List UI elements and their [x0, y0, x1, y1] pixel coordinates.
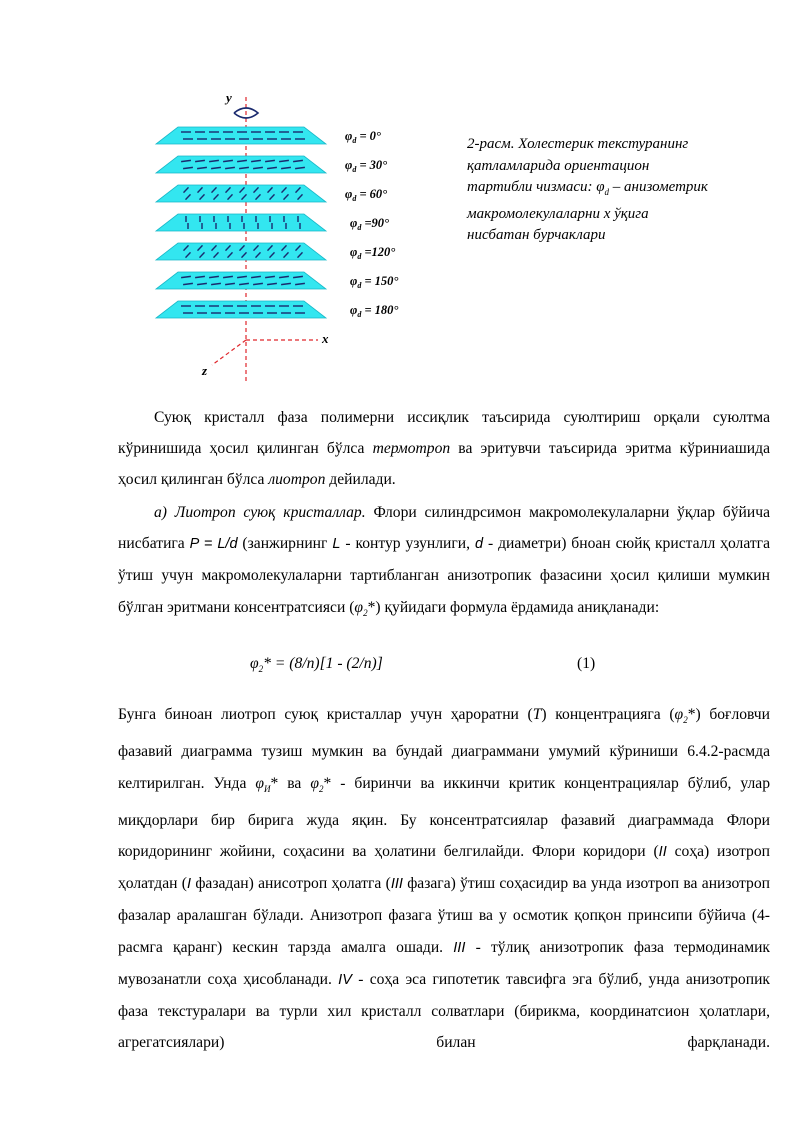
term-thermotropic: термотроп — [372, 440, 451, 458]
phi-symbol: φ — [354, 598, 364, 616]
phi-subscript: d — [352, 194, 357, 203]
phi-symbol: φ — [674, 706, 684, 723]
region-II: II — [658, 844, 667, 861]
region-IV: IV — [338, 971, 352, 988]
angle-value: =90° — [361, 216, 390, 230]
phi-subscript: d — [604, 187, 610, 197]
text-run: - диаметри) бноан сюйқ кристалл ҳолатга ўтиш учун макромолекулаларни тартибланган анизотропик фазасини ҳосил қилиши мумкин бўлган эритмани консентратсияси ( — [118, 535, 770, 616]
layer-plane — [156, 301, 326, 318]
angle-label — [345, 187, 387, 203]
caption-line-3 — [467, 177, 757, 204]
angle-value: =120° — [361, 245, 396, 259]
layers-group — [156, 127, 326, 318]
angle-value: = 0° — [356, 129, 381, 143]
angle-value: = 150° — [361, 274, 399, 288]
angle-label — [350, 274, 398, 290]
region-III: III — [390, 876, 403, 893]
text-run: соҳа) изотроп ҳолатдан ( — [118, 843, 770, 893]
phi-symbol: φ — [350, 303, 358, 317]
z-axis — [212, 340, 246, 365]
ratio-formula: P = L/d — [189, 536, 238, 553]
angle-label — [350, 245, 395, 261]
phi-symbol: φ — [350, 245, 358, 259]
paragraph-3 — [118, 699, 770, 1058]
phi-symbol: φ — [350, 216, 358, 230]
term-lyotropic: лиотроп — [268, 471, 326, 489]
paragraph-1 — [118, 402, 770, 496]
phi-subscript: 2 — [363, 607, 368, 618]
phi-symbol: φ — [255, 774, 264, 792]
x-axis-label: x — [322, 331, 329, 346]
text-run: дейилади. — [325, 471, 396, 489]
text-run: - контур узунлиги, — [340, 535, 475, 553]
phi-subscript: d — [352, 165, 357, 174]
angle-value: = 30° — [356, 158, 388, 172]
phi-subscript: d — [357, 252, 362, 261]
angle-label — [350, 216, 389, 232]
angle-labels-group — [345, 129, 398, 319]
phi-symbol: φ — [345, 187, 353, 201]
section-lead: а) Лиотроп суюқ кристаллар. — [154, 504, 366, 521]
layer-plane — [156, 156, 326, 173]
phi-symbol: φ — [350, 274, 358, 288]
phi-subscript: d — [357, 223, 362, 232]
caption-line-1: 2-расм. Холестерик текстуранинг — [467, 136, 689, 152]
formula-expression — [250, 655, 383, 675]
z-axis-label: z — [202, 363, 208, 378]
phi-symbol: φ — [596, 179, 605, 195]
phi-subscript: 2 — [318, 783, 324, 794]
caption-text: – анизометрик — [609, 179, 708, 195]
text-run: - соҳа эса гипотетик тавсифга эга бўлиб, унда анизотропик фаза текстуралари ва турли хил кристалл солватлари (бирикма, координатсион ҳолатлари, агрегатсиялари) билан фарқланади. — [118, 970, 770, 1052]
text-run: Бунга биноан лиотроп суюқ кристаллар учун ҳароратни ( — [118, 706, 533, 723]
angle-label — [345, 158, 387, 174]
text-run: * - биринчи ва иккинчи критик концентрациялар бўлиб, улар миқдорлари бир бирига жуда яқин. Бу консентратсиялар фазавий диаграммада Флори коридорининг жойини, соҳасини ва ҳолатини белгилайди. Флори коридори ( — [118, 774, 771, 861]
region-I: I — [187, 876, 192, 893]
caption-line-2: қатламларида ориентацион — [467, 157, 650, 174]
phi-symbol: φ — [345, 158, 353, 172]
text-run: - тўлиқ анизотропик фаза термодинамик мувозанатли соҳа ҳисобланади. — [118, 938, 770, 988]
text-run: ва эритувчи таъсирида эритма кўриниашида ҳосил қилинган бўлса — [118, 440, 771, 489]
layer-plane — [156, 272, 326, 289]
phi-symbol: φ — [345, 129, 353, 143]
formula-1 — [250, 655, 770, 674]
text-run: * ва — [270, 774, 311, 792]
text-run: Суюқ кристалл фаза полимерни иссиқлик таъсирида суюлтириш орқали суюлтма кўринишида ҳосил қилинган бўлса — [118, 409, 770, 458]
angle-value: = 180° — [361, 303, 399, 317]
phi-subscript: d — [357, 310, 362, 319]
angle-label — [350, 303, 398, 319]
caption-line-4: макромолекулаларни х ўқига — [467, 205, 649, 222]
angle-value: = 60° — [356, 187, 388, 201]
phi-subscript: И — [264, 783, 271, 794]
text-run: (занжирнинг — [237, 535, 333, 553]
formula-text: * = (8/n)[1 - (2/n)] — [263, 655, 383, 672]
layer-plane — [156, 127, 326, 144]
text-run: Флори силиндрсимон макромолекулаларни ўқлар бўйича нисбатига — [118, 504, 770, 553]
symbol-T: T — [532, 706, 542, 723]
figure-caption — [467, 134, 757, 247]
phi-subscript: d — [357, 281, 362, 290]
text-run: фазадан) анисотроп ҳолатга ( — [191, 875, 391, 893]
text-run: фазага) ўтиш соҳасидир ва унда изотроп ва анизотроп фазалар аралашган бўлади. Анизотроп фазага ўтиш ва у осмотик қопқон принсипи бўйича (4-расмга қаранг) кескин тарзда амалга ошади. — [118, 875, 770, 956]
text-run: *) қуйидаги формула ёрдамида аниқланади: — [367, 598, 660, 616]
phi-symbol: φ — [250, 655, 259, 672]
caption-line-5: нисбатан бурчаклари — [467, 227, 606, 243]
phi-subscript: d — [352, 136, 357, 145]
phi-subscript: 2 — [683, 715, 688, 726]
y-axis-label: y — [226, 90, 232, 105]
caption-text: тартибли чизмаси: — [467, 179, 597, 195]
text-run: ) концентрацияга ( — [541, 706, 675, 723]
phi-subscript: 2 — [258, 664, 264, 675]
cholesteric-layers-figure — [150, 85, 440, 385]
angle-label — [345, 129, 381, 145]
figure-svg — [150, 85, 440, 385]
symbol-d: d — [474, 536, 484, 553]
text-run: *) боғловчи фазавий диаграмма тузиш мумкин ва бундай диаграммани умумий кўриниши 6.4.2-расмда келтирилган. Унда — [118, 706, 770, 792]
formula-number: (1) — [577, 655, 596, 672]
phi-symbol: φ — [310, 774, 319, 792]
symbol-L: L — [332, 536, 341, 553]
region-III: III — [453, 939, 466, 956]
paragraph-2 — [118, 497, 770, 629]
